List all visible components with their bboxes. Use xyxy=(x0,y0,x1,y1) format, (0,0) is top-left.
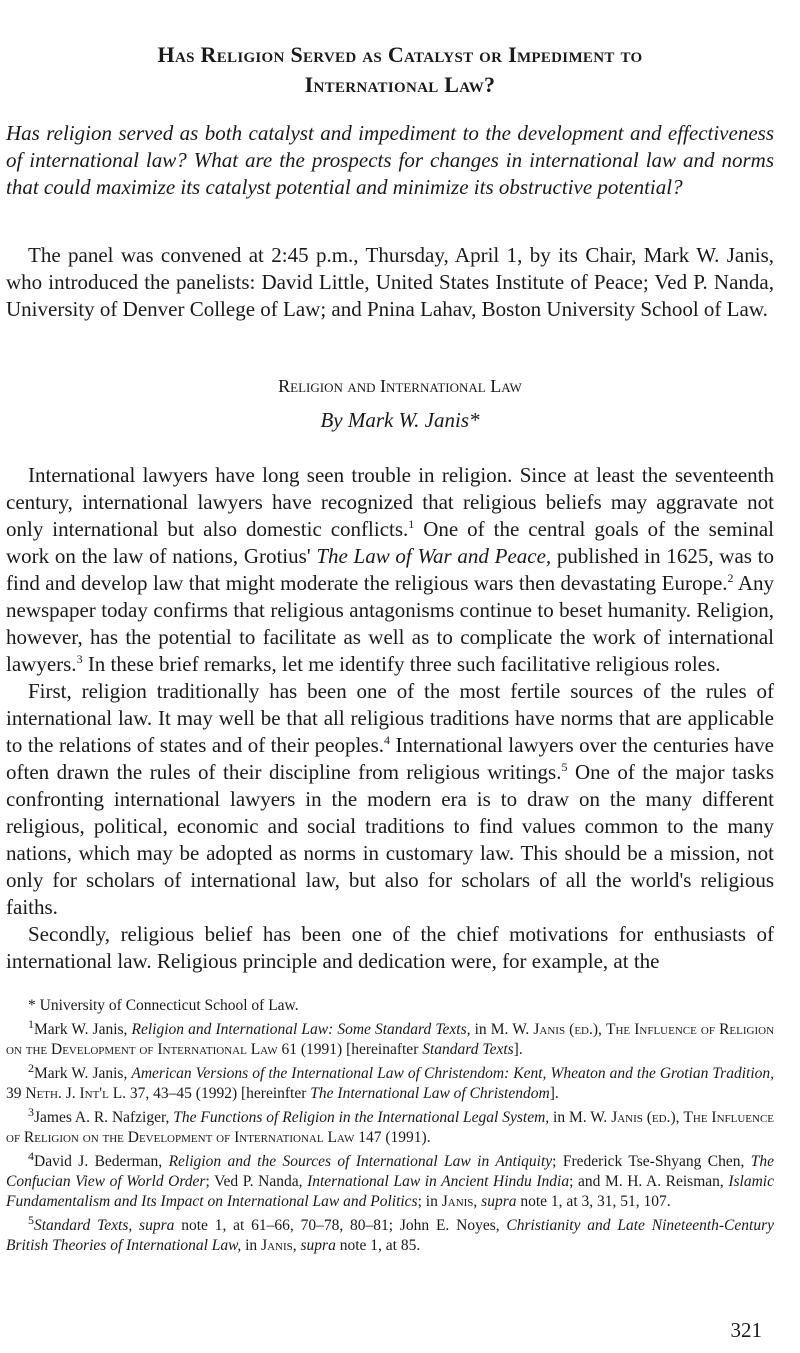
text-run: published in 1625, was to find and develop law that might moderate the religious wars then devastating Europe. xyxy=(6,544,774,595)
footnotes xyxy=(6,996,774,1260)
body-paragraph-2 xyxy=(6,678,774,921)
small-caps-text: Janis, xyxy=(441,1193,478,1210)
text-run: One of the central goals of the seminal work on the law of nations, Grotius' xyxy=(6,517,774,568)
cited-title: Islamic Fundamentalism and Its Impact on International Law and Politics xyxy=(6,1173,774,1210)
text-run: note 1, at 85. xyxy=(335,1237,421,1254)
section-heading: Religion and International Law xyxy=(278,376,522,396)
text-run: David J. Bederman, xyxy=(34,1153,169,1170)
article-title xyxy=(0,40,800,100)
text-run: James A. R. Nafziger, xyxy=(34,1109,174,1126)
body-paragraph-1 xyxy=(6,462,774,678)
text-run: 37, 43–45 (1992) [hereinfter xyxy=(126,1085,311,1102)
cited-title: International Law in Ancient Hindu India xyxy=(307,1173,570,1190)
text-run: 39 xyxy=(6,1085,26,1102)
text-run: in M. W. xyxy=(549,1109,612,1126)
footnote-1 xyxy=(6,1016,775,1060)
cited-title: The International Law of Christendom xyxy=(310,1085,550,1102)
footnote-ref-5: 5 xyxy=(561,760,568,774)
text-run: ; in xyxy=(417,1193,442,1210)
article-body xyxy=(6,462,774,975)
footnote-ref-1: 1 xyxy=(408,517,415,531)
text-run: International lawyers over the centuries have often drawn the rules of their discipline from religious writings. xyxy=(6,733,774,784)
cited-title: Christianity and Late Nineteenth-Century British Theories of International Law, xyxy=(6,1217,774,1254)
text-run: Any newspaper today confirms that religious antagonisms continue to beset humanity. Religion, however, has the potential to facilitate as well as to complicate the work of international lawyers. xyxy=(6,571,774,676)
text-run: 147 (1991). xyxy=(354,1129,431,1146)
small-caps-text: The Influence of Religion on the Development of International Law xyxy=(6,1021,775,1058)
small-caps-text: Janis (ed.), xyxy=(533,1021,602,1038)
small-caps-text: Neth. J. Int'l L. xyxy=(25,1085,127,1102)
small-caps-text: The Influence of Religion on the Development of International Law xyxy=(6,1109,775,1146)
panel-introduction: The panel was convened at 2:45 p.m., Thursday, April 1, by its Chair, Mark W. Janis, who introduced the panelists: David Little, United States Institute of Peace; Ved P. Nanda, University of Denver College of Law; and Pnina Lahav, Boston University School of Law. xyxy=(6,243,774,321)
cited-title: Standard Texts, supra xyxy=(34,1217,175,1234)
text-run: In these brief remarks, let me identify three such facilitative religious roles. xyxy=(82,652,721,676)
footnote-3 xyxy=(6,1104,775,1148)
cited-title: Religion and the Sources of International Law in Antiquity xyxy=(168,1153,553,1170)
text-run: Mark W. Janis, xyxy=(34,1021,132,1038)
footnote-number: 3 xyxy=(28,1104,34,1119)
footnote-4 xyxy=(6,1148,775,1212)
footnote-number: 4 xyxy=(28,1148,34,1163)
small-caps-text: Janis, xyxy=(261,1237,297,1254)
cited-title: American Versions of the International Law of Christendom: Kent, Wheaton and the Grotian Tradition, xyxy=(131,1065,775,1082)
footnote-number: 5 xyxy=(28,1212,34,1227)
text-run: note 1, at 61–66, 70–78, 80–81; John E. Noyes, xyxy=(174,1217,507,1234)
text-run: note 1, at 3, 31, 51, 107. xyxy=(516,1193,671,1210)
text-run: Mark W. Janis, xyxy=(34,1065,132,1082)
panel-question: Has religion served as both catalyst and impediment to the development and effectiveness of international law? What are the prospects for changes in international law and norms that could maximize its catalyst potential and minimize its obstructive potential? xyxy=(6,121,774,199)
footnote-2 xyxy=(6,1060,775,1104)
author-byline: By Mark W. Janis* xyxy=(320,408,480,432)
article-title-line-1: Has Religion Served as Catalyst or Impediment to xyxy=(157,42,643,67)
cited-title: supra xyxy=(481,1193,517,1210)
footnote-ref-3: 3 xyxy=(76,652,83,666)
cited-title: Religion and International Law: Some Standard Texts, xyxy=(131,1021,471,1038)
text-run: 61 (1991) [hereinafter xyxy=(277,1041,423,1058)
footnote-star: * University of Connecticut School of Law. xyxy=(28,997,299,1014)
text-run: First, religion traditionally has been one of the most fertile sources of the rules of international law. It may well be that all religious traditions have norms that are applicable to the relations of states and of their peoples. xyxy=(6,679,774,757)
small-caps-text: Janis (ed.), xyxy=(611,1109,680,1126)
text-run: ; Frederick Tse-Shyang Chen, xyxy=(552,1153,751,1170)
cited-title: Standard Texts xyxy=(422,1041,514,1058)
text-run: International lawyers have long seen trouble in religion. Since at least the seventeenth century, international lawyers have recognized that religious beliefs may aggravate not only international but also domestic conflicts. xyxy=(6,463,774,541)
text-run: ]. xyxy=(549,1085,559,1102)
footnote-ref-2: 2 xyxy=(727,571,734,585)
footnote-number: 1 xyxy=(28,1016,34,1031)
article-title-line-2: International Law? xyxy=(304,72,496,97)
text-run: ]. xyxy=(513,1041,523,1058)
body-paragraph-3: Secondly, religious belief has been one of the chief motivations for enthusiasts of international law. Religious principle and dedication were, for example, at the xyxy=(6,922,774,973)
footnote-ref-4: 4 xyxy=(384,733,391,747)
text-run: One of the major tasks confronting international lawyers in the modern era is to draw on the many different religious, political, economic and social traditions to find values common to the many nations, which may be adopted as norms in customary law. This should be a mission, not only for scholars of international law, but also for scholars of all the world's religious faiths. xyxy=(6,760,774,919)
cited-title: supra xyxy=(300,1237,336,1254)
book-title: The Law of War and Peace, xyxy=(316,544,552,568)
cited-title: The Confucian View of World Order xyxy=(6,1153,775,1190)
text-run: ; and M. H. A. Reisman, xyxy=(569,1173,729,1190)
cited-title: The Functions of Religion in the International Legal System, xyxy=(173,1109,550,1126)
page-number: 321 xyxy=(730,1318,762,1342)
footnote-5 xyxy=(6,1212,774,1256)
text-run: in M. W. xyxy=(470,1021,534,1038)
footnote-number: 2 xyxy=(28,1060,34,1075)
text-run: in xyxy=(241,1237,262,1254)
text-run: ; Ved P. Nanda, xyxy=(205,1173,308,1190)
